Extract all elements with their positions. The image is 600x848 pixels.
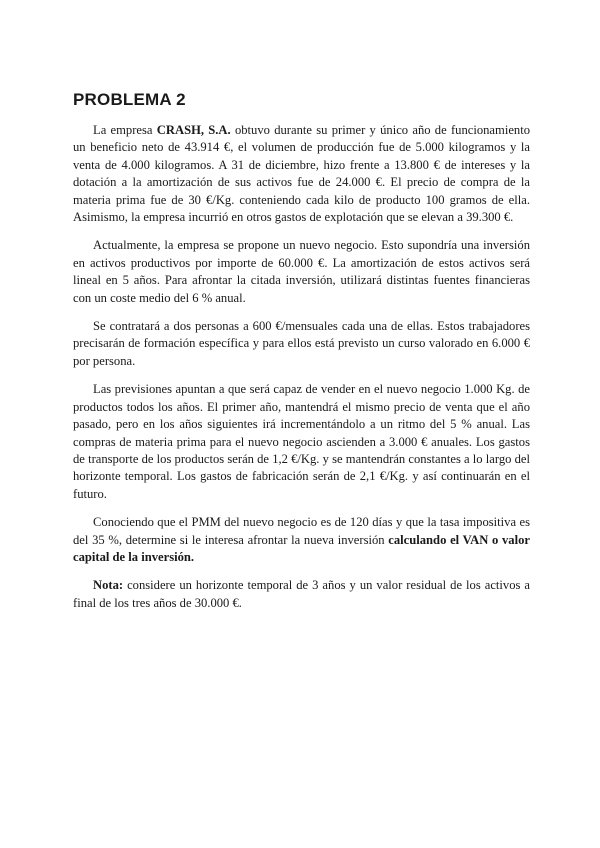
company-name: CRASH, S.A. <box>156 123 231 137</box>
paragraph-hiring: Se contratará a dos personas a 600 €/mensuales cada una de ellas. Estos trabajadores precisarán de formación específica y para ellos está previsto un curso valorado en 6.000 € por persona. <box>73 319 530 368</box>
paragraph-investment: Actualmente, la empresa se propone un nuevo negocio. Esto supondría una inversión en activos productivos por importe de 60.000 €. La amortización de estos activos será lineal en 5 años. Para afrontar la citada inversión, utilizará distintas fuentes financieras con un coste medio del 6 % anual. <box>73 238 530 305</box>
question-emphasis: calculando el VAN o valor capital de la inversión. <box>73 532 530 564</box>
problem-body <box>73 122 530 623</box>
problem-title: PROBLEMA 2 <box>73 90 186 109</box>
paragraph-text: La empresa <box>93 123 157 137</box>
paragraph-text: considere un horizonte temporal de 3 años y un valor residual de los activos a final de los tres años de 30.000 €. <box>73 578 530 610</box>
paragraph-text: Conociendo que el PMM del nuevo negocio es de 120 días y que la tasa impositiva es del 35 %, determine si le interesa afrontar la nueva inversión <box>73 515 530 547</box>
paragraph-note <box>73 577 530 612</box>
paragraph-text: obtuvo durante su primer y único año de funcionamiento un beneficio neto de 43.914 €, el volumen de producción fue de 5.000 kilogramos y la venta de 4.000 kilogramos. A 31 de diciembre, hizo frente a 13.800 € de intereses y la dotación a la amortización de sus activos fue de 24.000 €. El precio de compra de la materia prima fue de 30 €/Kg. conteniendo cada kilo de producto 100 gramos de ella. Asimismo, la empresa incurrió en otros gastos de explotación que se elevan a 39.300 €. <box>73 123 530 225</box>
paragraph-forecast: Las previsiones apuntan a que será capaz de vender en el nuevo negocio 1.000 Kg. de productos todos los años. El primer año, mantendrá el mismo precio de venta que el año pasado, pero en los años siguientes irá incrementándolo a un ritmo del 5 % anual. Las compras de materia prima para el nuevo negocio ascienden a 3.000 € anuales. Los gastos de transporte de los productos serán de 1,2 €/Kg. y se mantendrán constantes a lo largo del horizonte temporal. Los gastos de fabricación serán de 2,1 €/Kg. y así continuarán en el futuro. <box>73 382 530 501</box>
paragraph-company-data <box>73 122 530 226</box>
note-label: Nota: <box>93 578 124 593</box>
paragraph-question <box>73 514 530 566</box>
